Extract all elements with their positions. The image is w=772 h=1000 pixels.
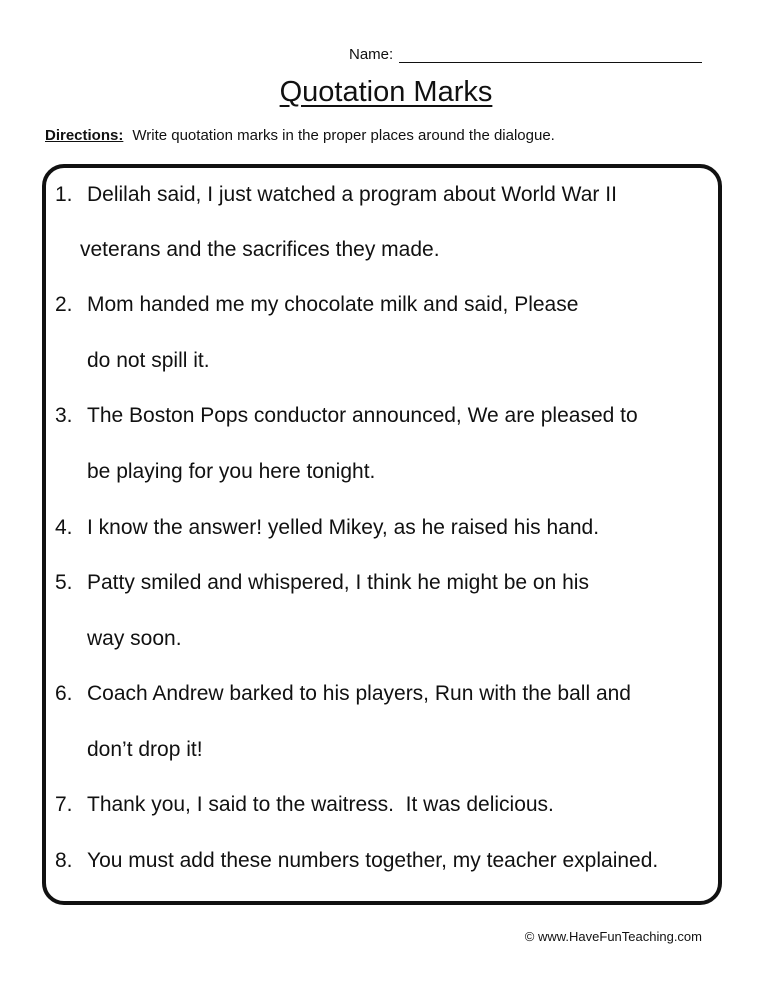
item-1-number: 1.	[55, 183, 73, 206]
item-2-number: 2.	[55, 293, 73, 316]
item-4-text: I know the answer! yelled Mikey, as he raised his hand.	[87, 516, 600, 539]
item-6-number: 6.	[55, 682, 73, 705]
item-8-text: You must add these numbers together, my teacher explained.	[87, 849, 659, 872]
item-8-line-1	[55, 850, 658, 871]
name-label: Name:	[349, 46, 394, 63]
item-4-line-1	[55, 517, 599, 538]
item-5-number: 5.	[55, 571, 73, 594]
item-4-number: 4.	[55, 516, 73, 539]
item-3-line-2: be playing for you here tonight.	[87, 460, 376, 483]
item-5-text: Patty smiled and whispered, I think he might be on his	[87, 571, 589, 594]
item-3-text: The Boston Pops conductor announced, We are pleased to	[87, 404, 638, 427]
item-1-line-1	[55, 184, 617, 205]
item-8-number: 8.	[55, 849, 73, 872]
item-7-line-1	[55, 794, 554, 815]
name-blank-line[interactable]	[399, 44, 702, 63]
item-6-text: Coach Andrew barked to his players, Run with the ball and	[87, 682, 631, 705]
name-field-row	[349, 44, 702, 63]
item-1-text: Delilah said, I just watched a program about World War II	[87, 183, 617, 206]
item-7-text: Thank you, I said to the waitress. It was delicious.	[87, 793, 554, 816]
directions-text: Write quotation marks in the proper places around the dialogue.	[132, 127, 555, 144]
item-3-line-1	[55, 405, 638, 426]
item-5-line-2: way soon.	[87, 627, 182, 650]
item-6-line-2: don’t drop it!	[87, 738, 203, 761]
item-2-line-1	[55, 294, 578, 315]
item-6-line-1	[55, 683, 631, 704]
item-1-line-2: veterans and the sacrifices they made.	[80, 238, 440, 261]
directions	[45, 127, 555, 144]
worksheet-title: Quotation Marks	[279, 76, 493, 108]
item-3-number: 3.	[55, 404, 73, 427]
item-7-number: 7.	[55, 793, 73, 816]
item-5-line-1	[55, 572, 589, 593]
item-2-line-2: do not spill it.	[87, 349, 210, 372]
item-2-text: Mom handed me my chocolate milk and said, Please	[87, 293, 579, 316]
directions-label: Directions:	[45, 127, 124, 144]
copyright-footer: © www.HaveFunTeaching.com	[524, 929, 702, 944]
